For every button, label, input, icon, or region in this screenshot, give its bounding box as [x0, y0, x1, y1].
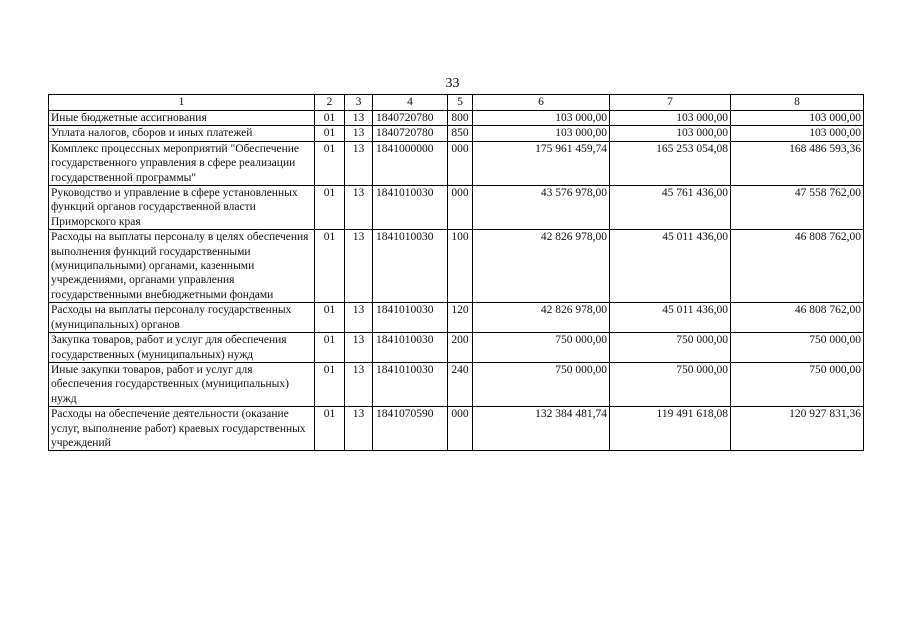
amount-year1-cell: 103 000,00 [473, 126, 610, 141]
expense-type-cell: 100 [448, 230, 473, 303]
target-article-cell: 1840720780 [373, 111, 448, 126]
table-row [49, 111, 864, 126]
subsection-code-cell: 13 [345, 186, 373, 230]
column-header: 4 [373, 95, 448, 111]
subsection-code-cell: 13 [345, 362, 373, 406]
item-name-cell: Закупка товаров, работ и услуг для обеспечения государственных (муниципальных) нужд [49, 333, 315, 363]
amount-year3-cell: 103 000,00 [731, 111, 864, 126]
item-name-cell: Руководство и управление в сфере установленных функций органов государственной власти Приморского края [49, 186, 315, 230]
table-row [49, 407, 864, 451]
amount-year2-cell: 750 000,00 [610, 362, 731, 406]
table-row [49, 333, 864, 363]
expense-type-cell: 000 [448, 407, 473, 451]
subsection-code-cell: 13 [345, 333, 373, 363]
amount-year1-cell: 103 000,00 [473, 111, 610, 126]
section-code-cell: 01 [315, 362, 345, 406]
amount-year3-cell: 168 486 593,36 [731, 141, 864, 185]
section-code-cell: 01 [315, 126, 345, 141]
column-header: 8 [731, 95, 864, 111]
column-header: 3 [345, 95, 373, 111]
target-article-cell: 1841000000 [373, 141, 448, 185]
subsection-code-cell: 13 [345, 126, 373, 141]
subsection-code-cell: 13 [345, 303, 373, 333]
subsection-code-cell: 13 [345, 111, 373, 126]
amount-year3-cell: 47 558 762,00 [731, 186, 864, 230]
amount-year3-cell: 46 808 762,00 [731, 230, 864, 303]
expense-type-cell: 000 [448, 141, 473, 185]
column-header: 5 [448, 95, 473, 111]
amount-year2-cell: 750 000,00 [610, 333, 731, 363]
amount-year3-cell: 750 000,00 [731, 333, 864, 363]
item-name-cell: Иные закупки товаров, работ и услуг для обеспечения государственных (муниципальных) нужд [49, 362, 315, 406]
item-name-cell: Расходы на выплаты персоналу государственных (муниципальных) органов [49, 303, 315, 333]
section-code-cell: 01 [315, 186, 345, 230]
column-header: 7 [610, 95, 731, 111]
amount-year3-cell: 120 927 831,36 [731, 407, 864, 451]
section-code-cell: 01 [315, 230, 345, 303]
section-code-cell: 01 [315, 333, 345, 363]
expense-type-cell: 240 [448, 362, 473, 406]
amount-year3-cell: 750 000,00 [731, 362, 864, 406]
column-header: 1 [49, 95, 315, 111]
item-name-cell: Расходы на выплаты персоналу в целях обеспечения выполнения функций государственными (муниципальными) органами, казенными учреждениями, органами управления государственными внебюджетными фондами [49, 230, 315, 303]
amount-year2-cell: 119 491 618,08 [610, 407, 731, 451]
subsection-code-cell: 13 [345, 407, 373, 451]
amount-year2-cell: 45 011 436,00 [610, 230, 731, 303]
amount-year3-cell: 46 808 762,00 [731, 303, 864, 333]
column-header: 6 [473, 95, 610, 111]
budget-table [48, 94, 864, 451]
expense-type-cell: 850 [448, 126, 473, 141]
amount-year2-cell: 103 000,00 [610, 126, 731, 141]
column-header: 2 [315, 95, 345, 111]
amount-year1-cell: 750 000,00 [473, 333, 610, 363]
section-code-cell: 01 [315, 407, 345, 451]
amount-year1-cell: 175 961 459,74 [473, 141, 610, 185]
amount-year1-cell: 132 384 481,74 [473, 407, 610, 451]
subsection-code-cell: 13 [345, 230, 373, 303]
item-name-cell: Комплекс процессных мероприятий "Обеспечение государственного управления в сфере реализации государственной программы" [49, 141, 315, 185]
target-article-cell: 1840720780 [373, 126, 448, 141]
amount-year1-cell: 750 000,00 [473, 362, 610, 406]
target-article-cell: 1841010030 [373, 303, 448, 333]
target-article-cell: 1841010030 [373, 362, 448, 406]
table-row [49, 230, 864, 303]
amount-year1-cell: 42 826 978,00 [473, 230, 610, 303]
table-row [49, 362, 864, 406]
amount-year2-cell: 165 253 054,08 [610, 141, 731, 185]
header-row [49, 95, 864, 111]
amount-year2-cell: 45 761 436,00 [610, 186, 731, 230]
target-article-cell: 1841010030 [373, 230, 448, 303]
amount-year1-cell: 43 576 978,00 [473, 186, 610, 230]
target-article-cell: 1841010030 [373, 333, 448, 363]
target-article-cell: 1841070590 [373, 407, 448, 451]
amount-year1-cell: 42 826 978,00 [473, 303, 610, 333]
table-row [49, 186, 864, 230]
subsection-code-cell: 13 [345, 141, 373, 185]
amount-year2-cell: 45 011 436,00 [610, 303, 731, 333]
section-code-cell: 01 [315, 141, 345, 185]
expense-type-cell: 800 [448, 111, 473, 126]
item-name-cell: Расходы на обеспечение деятельности (оказание услуг, выполнение работ) краевых государственных учреждений [49, 407, 315, 451]
expense-type-cell: 200 [448, 333, 473, 363]
table-row [49, 126, 864, 141]
page-number: 33 [445, 76, 460, 91]
section-code-cell: 01 [315, 303, 345, 333]
section-code-cell: 01 [315, 111, 345, 126]
table-row [49, 141, 864, 185]
expense-type-cell: 120 [448, 303, 473, 333]
item-name-cell: Иные бюджетные ассигнования [49, 111, 315, 126]
amount-year3-cell: 103 000,00 [731, 126, 864, 141]
amount-year2-cell: 103 000,00 [610, 111, 731, 126]
target-article-cell: 1841010030 [373, 186, 448, 230]
expense-type-cell: 000 [448, 186, 473, 230]
table-row [49, 303, 864, 333]
item-name-cell: Уплата налогов, сборов и иных платежей [49, 126, 315, 141]
